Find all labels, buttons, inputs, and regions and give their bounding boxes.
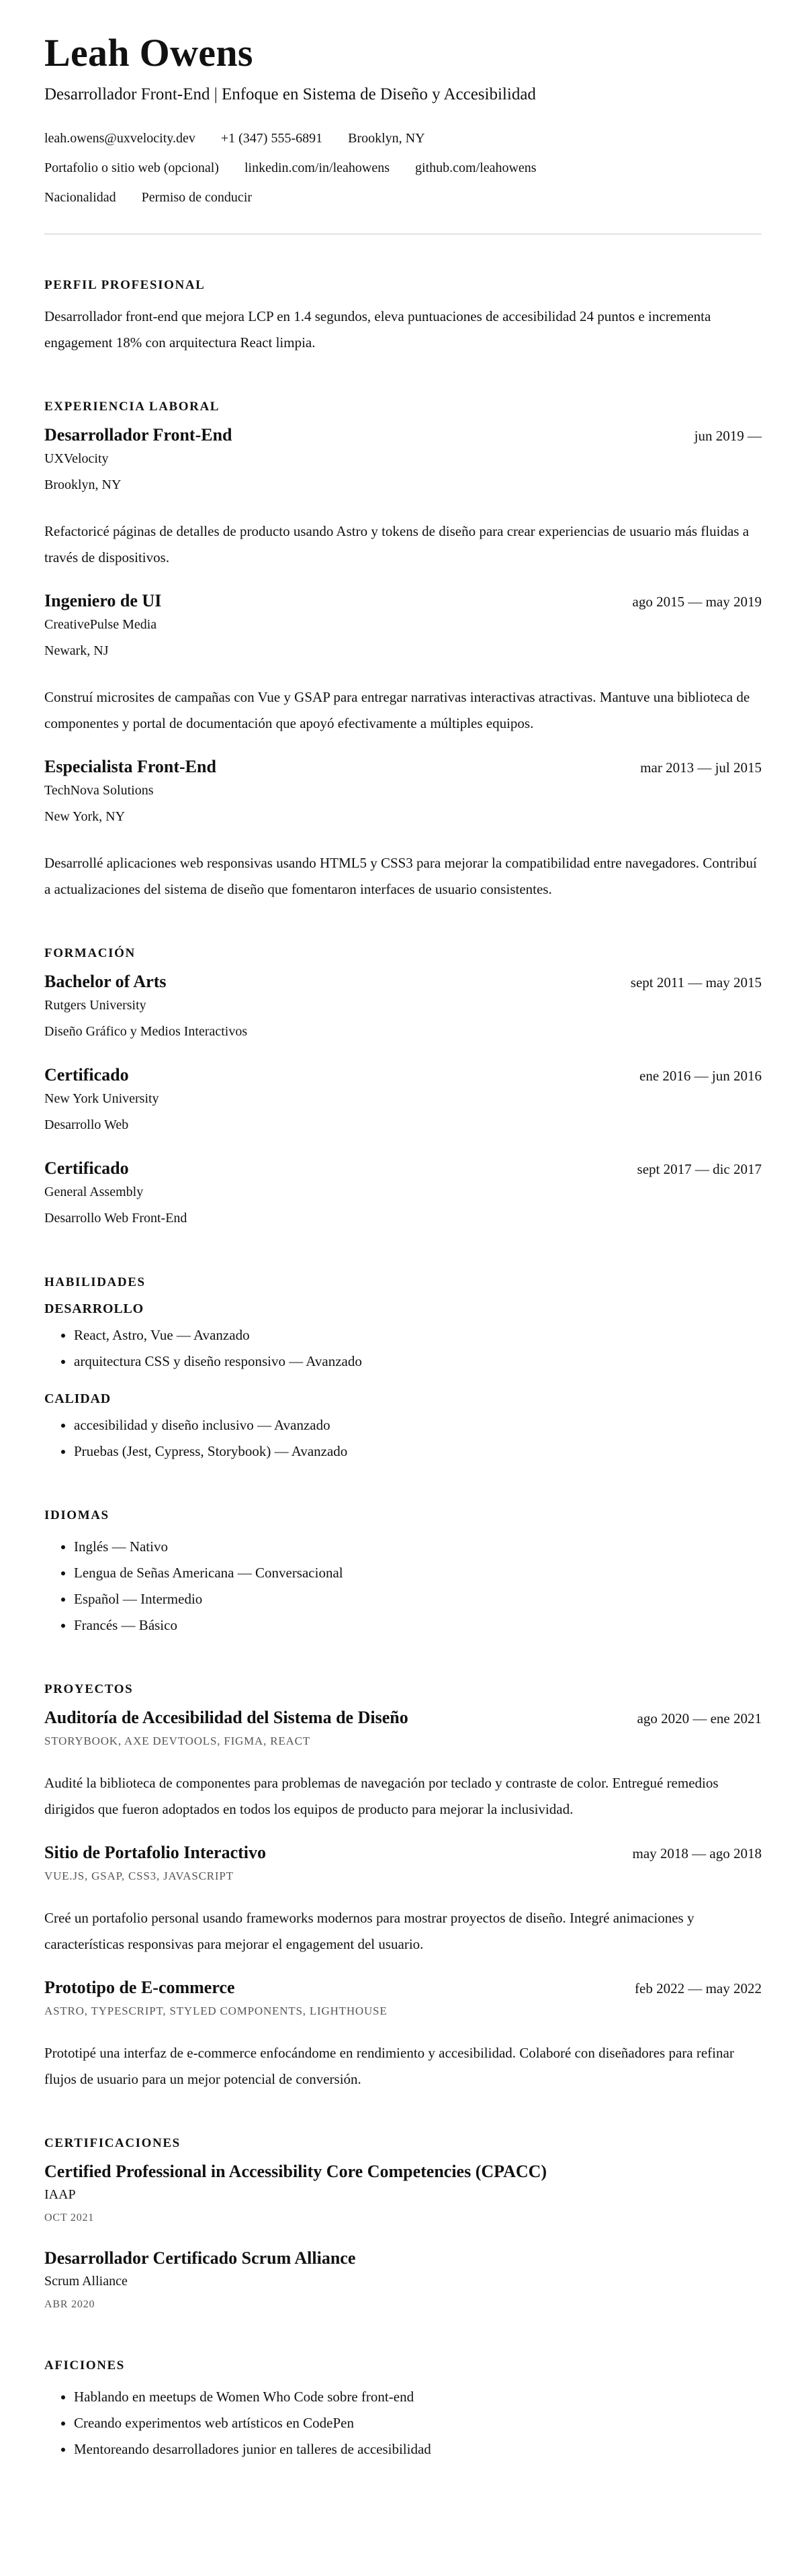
education-degree: Certificado <box>44 1064 129 1085</box>
section-profile <box>44 277 762 356</box>
education-dates: ene 2016 — jun 2016 <box>639 1067 762 1084</box>
job-dates: jun 2019 — <box>694 427 762 444</box>
project-title: Sitio de Portafolio Interactivo <box>44 1842 266 1862</box>
project-entry <box>44 1843 762 1958</box>
skill-item: • React, Astro, Vue — Avanzado <box>74 1322 762 1348</box>
section-heading-hobbies: AFICIONES <box>44 2358 125 2373</box>
job-entry-head <box>44 757 762 778</box>
contact-nationality: Nacionalidad <box>44 189 116 205</box>
education-dates: sept 2011 — may 2015 <box>630 974 762 991</box>
project-tools: STORYBOOK, AXE DEVTOOLS, FIGMA, REACT <box>44 1734 310 1747</box>
section-languages <box>44 1508 762 1639</box>
project-dates: may 2018 — ago 2018 <box>632 1845 762 1861</box>
section-certifications <box>44 2135 762 2315</box>
contact-email: leah.owens@uxvelocity.dev <box>44 130 195 146</box>
skill-group <box>44 1391 762 1465</box>
education-school: General Assembly <box>44 1184 144 1199</box>
project-description: Audité la biblioteca de componentes para problemas de navegación por teclado y contraste de color. Entregué remedios dirigidos que fueron adoptados en todos los equipos de producto para mejorar la inclusividad. <box>44 1774 719 1817</box>
job-title: Desarrollador Front-End <box>44 424 232 445</box>
resume-header <box>44 31 762 207</box>
skill-item: • accesibilidad y diseño inclusivo — Avanzado <box>74 1412 762 1438</box>
project-dates: feb 2022 — may 2022 <box>635 1980 762 1996</box>
project-tools: VUE.JS, GSAP, CSS3, JAVASCRIPT <box>44 1869 234 1882</box>
certification-title: Desarrollador Certificado Scrum Alliance <box>44 2248 356 2268</box>
candidate-name: Leah Owens <box>44 31 253 75</box>
job-company: UXVelocity <box>44 451 109 466</box>
section-skills <box>44 1275 762 1465</box>
certification-date: ABR 2020 <box>44 2298 95 2310</box>
hobby-item: • Mentoreando desarrolladores junior en talleres de accesibilidad <box>74 2436 762 2463</box>
section-education <box>44 946 762 1232</box>
certification-entry <box>44 2162 762 2228</box>
profile-text: Desarrollador front-end que mejora LCP en 1.4 segundos, eleva puntuaciones de accesibilidad 24 puntos e incrementa engagement 18% con arquitectura React limpia. <box>44 308 711 351</box>
certification-entry <box>44 2248 762 2315</box>
section-hobbies <box>44 2358 762 2463</box>
job-location: Newark, NJ <box>44 643 109 658</box>
section-experience <box>44 399 762 903</box>
skill-group-name: CALIDAD <box>44 1391 111 1406</box>
language-list <box>44 1534 762 1639</box>
contact-row-1 <box>44 129 762 148</box>
education-entry-head <box>44 972 762 993</box>
education-entry <box>44 972 762 1045</box>
hobby-list <box>44 2384 762 2463</box>
education-entry <box>44 1158 762 1232</box>
contact-row-3 <box>44 188 762 207</box>
contact-website: Portafolio o sitio web (opcional) <box>44 160 219 175</box>
contact-location: Brooklyn, NY <box>348 130 425 146</box>
project-description: Creé un portafolio personal usando frameworks modernos para mostrar proyectos de diseño. Integré animaciones y características responsivas para mejorar el engagement del usuario. <box>44 1909 695 1952</box>
education-field: Diseño Gráfico y Medios Interactivos <box>44 1023 248 1039</box>
education-school: New York University <box>44 1091 159 1106</box>
project-title: Auditoría de Accesibilidad del Sistema de Diseño <box>44 1707 408 1727</box>
job-title: Ingeniero de UI <box>44 590 162 610</box>
language-item: • Lengua de Señas Americana — Conversacional <box>74 1560 762 1586</box>
job-description: Refactoricé páginas de detalles de producto usando Astro y tokens de diseño para crear experiencias de usuario más fluidas a través de dispositivos. <box>44 522 750 565</box>
section-heading-skills: HABILIDADES <box>44 1275 146 1289</box>
section-heading-profile: PERFIL PROFESIONAL <box>44 277 206 292</box>
skill-list <box>44 1322 762 1375</box>
job-entry <box>44 591 762 737</box>
job-location: Brooklyn, NY <box>44 477 122 492</box>
hobby-item: • Hablando en meetups de Women Who Code sobre front-end <box>74 2384 762 2410</box>
project-entry-head <box>44 1978 762 1998</box>
job-dates: mar 2013 — jul 2015 <box>640 759 762 776</box>
job-location: New York, NY <box>44 809 126 824</box>
education-entry <box>44 1065 762 1138</box>
job-title: Especialista Front-End <box>44 756 216 776</box>
language-item: • Francés — Básico <box>74 1612 762 1639</box>
project-entry <box>44 1978 762 2092</box>
job-description: Desarrollé aplicaciones web responsivas usando HTML5 y CSS3 para mejorar la compatibilidad entre navegadores. Contribuí a actualizaciones del sistema de diseño que fomentaron interfaces de usuario consistentes. <box>44 854 757 897</box>
skill-list <box>44 1412 762 1465</box>
skill-item: • Pruebas (Jest, Cypress, Storybook) — Avanzado <box>74 1438 762 1465</box>
contact-github: github.com/leahowens <box>415 160 537 175</box>
project-tools: ASTRO, TYPESCRIPT, STYLED COMPONENTS, LIGHTHOUSE <box>44 2004 388 2017</box>
contact-linkedin: linkedin.com/in/leahowens <box>244 160 390 175</box>
education-field: Desarrollo Web <box>44 1117 129 1132</box>
job-entry-head <box>44 591 762 612</box>
job-entry-head <box>44 425 762 446</box>
language-item: • Inglés — Nativo <box>74 1534 762 1560</box>
hobby-item: • Creando experimentos web artísticos en CodePen <box>74 2410 762 2436</box>
job-dates: ago 2015 — may 2019 <box>632 593 762 610</box>
education-degree: Bachelor of Arts <box>44 971 167 991</box>
education-entry-head <box>44 1158 762 1179</box>
project-entry-head <box>44 1708 762 1729</box>
section-heading-experience: EXPERIENCIA LABORAL <box>44 399 220 414</box>
education-dates: sept 2017 — dic 2017 <box>637 1160 762 1177</box>
project-entry <box>44 1708 762 1823</box>
education-field: Desarrollo Web Front-End <box>44 1210 187 1226</box>
section-heading-certifications: CERTIFICACIONES <box>44 2135 181 2150</box>
certification-issuer: IAAP <box>44 2187 76 2202</box>
job-company: TechNova Solutions <box>44 782 154 798</box>
certification-title: Certified Professional in Accessibility Core Competencies (CPACC) <box>44 2161 547 2181</box>
project-entry-head <box>44 1843 762 1864</box>
candidate-headline: Desarrollador Front-End | Enfoque en Sistema de Diseño y Accesibilidad <box>44 85 536 103</box>
section-projects <box>44 1682 762 2092</box>
education-entry-head <box>44 1065 762 1086</box>
certification-date: OCT 2021 <box>44 2211 95 2223</box>
contact-driving-license: Permiso de conducir <box>141 189 253 205</box>
language-item: • Español — Intermedio <box>74 1586 762 1612</box>
section-heading-projects: PROYECTOS <box>44 1682 134 1696</box>
skill-item: • arquitectura CSS y diseño responsivo — Avanzado <box>74 1348 762 1375</box>
job-entry <box>44 425 762 571</box>
education-degree: Certificado <box>44 1158 129 1178</box>
skill-group <box>44 1301 762 1375</box>
project-dates: ago 2020 — ene 2021 <box>637 1710 762 1727</box>
skill-group-name: DESARROLLO <box>44 1301 144 1316</box>
education-school: Rutgers University <box>44 997 146 1013</box>
section-heading-education: FORMACIÓN <box>44 946 136 960</box>
contact-phone: +1 (347) 555-6891 <box>220 130 323 146</box>
project-title: Prototipo de E-commerce <box>44 1977 235 1997</box>
job-entry <box>44 757 762 903</box>
project-description: Prototipé una interfaz de e-commerce enfocándome en rendimiento y accesibilidad. Colaboré con diseñadores para refinar flujos de usuario para un mejor potencial de conversión. <box>44 2044 734 2087</box>
contact-row-2 <box>44 158 762 177</box>
job-company: CreativePulse Media <box>44 616 157 632</box>
section-heading-languages: IDIOMAS <box>44 1508 109 1522</box>
certification-issuer: Scrum Alliance <box>44 2273 128 2289</box>
job-description: Construí microsites de campañas con Vue y GSAP para entregar narrativas interactivas atractivas. Mantuve una biblioteca de componentes y portal de documentación que apoyó efectivamente a múltiples equipos. <box>44 688 750 731</box>
